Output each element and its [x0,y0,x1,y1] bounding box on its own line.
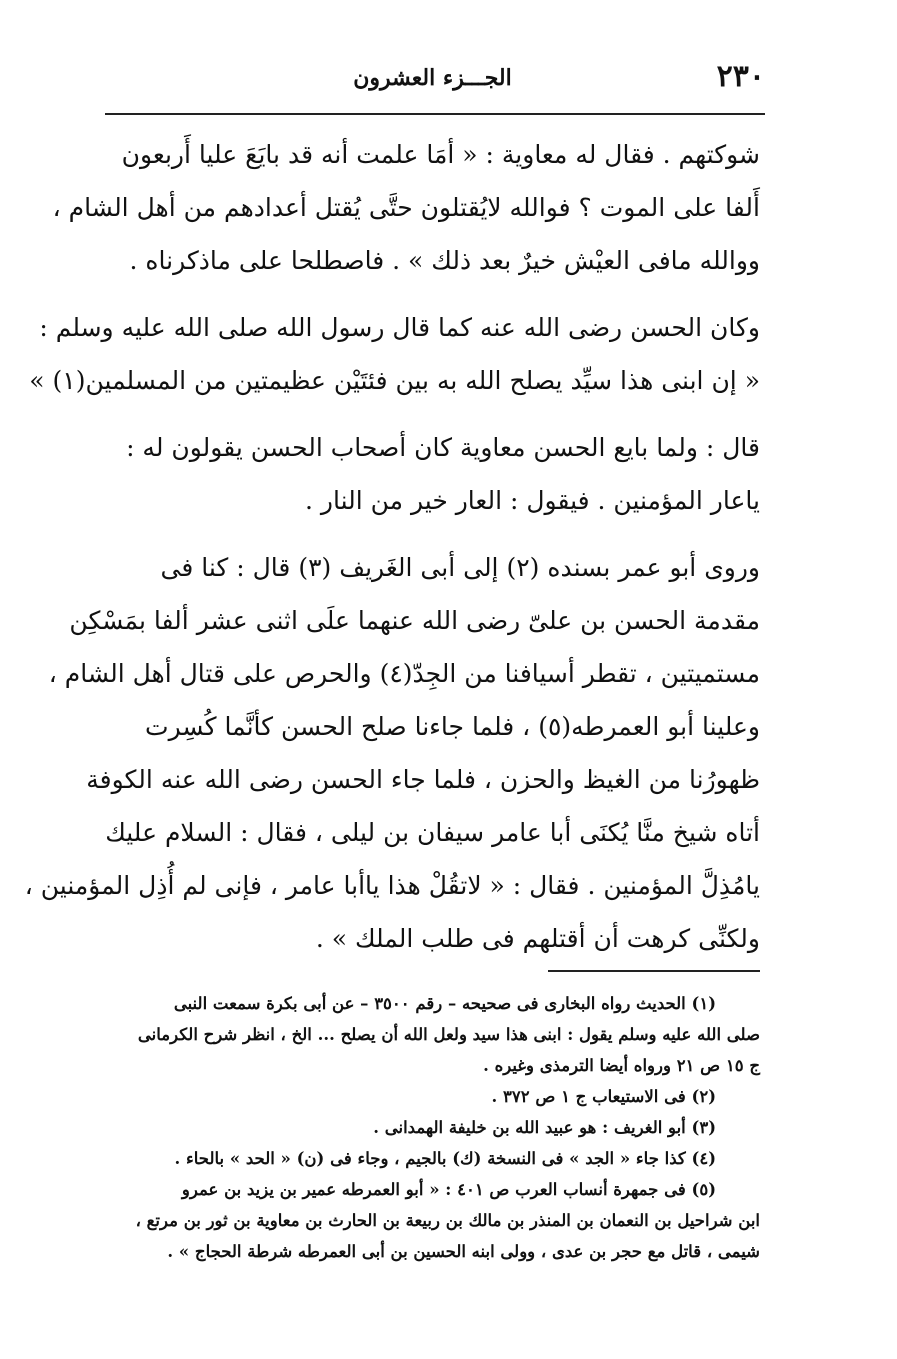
text-line: « إن ابنى هذا سيِّد يصلح الله به بين فئتَيْن عظيمتين من المسلمين(١) » [29,366,760,395]
text-line: أتاه شيخ منَّا يُكنَى أبا عامر سيفان بن ليلى ، فقال : السلام عليك [105,818,760,847]
header-divider [105,113,765,115]
text-line: مستميتين ، تقطر أسيافنا من الجِدّ(٤) والحرص على قتال أهل الشام ، [48,659,760,688]
paragraph [29,301,760,407]
footnote-line: صلى الله عليه وسلم يقول : ابنى هذا سيد ولعل الله أن يصلح ... الخ ، انظر شرح الكرمانى [137,1025,760,1044]
text-line: مقدمة الحسن بن علىّ رضى الله عنهما علَى اثنى عشر ألفا بمَسْكِن [69,606,760,635]
text-line: وكان الحسن رضى الله عنه كما قال رسول الله صلى الله عليه وسلم : [39,313,760,342]
footnote-line: شيمى ، قاتل مع حجر بن عدى ، وولى ابنه الحسين بن أبى العمرطه شرطة الحجاج » . [167,1242,760,1261]
text-line: وعلينا أبو العمرطه(٥) ، فلما جاءنا صلح الحسن كأنَّما كُسِرت [145,712,760,741]
running-title: الجـــزء العشرون [353,65,512,91]
text-line: ياعار المؤمنين . فيقول : العار خير من النار . [304,486,760,515]
footnote-line: (٣) أبو الغريف : هو عبيد الله بن خليفة الهمدانى . [373,1118,716,1137]
text-line: شوكتهم . فقال له معاوية : « أمَا علمت أنه قد بايَعَ عليا أَربعون [121,140,760,169]
text-line: يامُذِلَّ المؤمنين . فقال : « لاتقُلْ هذا ياأبا عامر ، فإنى لم أُذِل المؤمنين ، [24,871,760,900]
text-line: ظهورُنا من الغيظ والحزن ، فلما جاء الحسن رضى الله عنه الكوفة [86,765,760,794]
text-line: قال : ولما بايع الحسن معاوية كان أصحاب الحسن يقولون له : [126,433,760,462]
footnote-line: ابن شراحيل بن النعمان بن المنذر بن مالك بن ربيعة بن الحارث بن معاوية بن ثور بن مرتع ، [135,1211,760,1230]
page-number: ٢٣٠ [716,59,765,94]
footnote-line: (٢) فى الاستيعاب ج ١ ص ٣٧٢ . [491,1087,716,1106]
text-line: وروى أبو عمر بسنده (٢) إلى أبى الغَريف (٣) قال : كنا فى [160,553,760,582]
footnote-line: (٥) فى جمهرة أنساب العرب ص ٤٠١ : « أبو العمرطه عمير بن يزيد بن عمرو [181,1180,716,1199]
footnotes [110,988,760,1267]
paragraph [52,128,760,287]
page-header [100,58,765,98]
main-text [24,128,760,965]
text-line: ووالله مافى العيْش خيرٌ بعد ذلك » . فاصطلحا على ماذكرناه . [129,246,760,275]
paragraph [24,541,760,965]
footnote-divider [548,970,760,972]
text-line: ولكنِّى كرهت أن أقتلهم فى طلب الملك » . [315,924,760,953]
footnote-line: ج ١٥ ص ٢١ ورواه أيضا الترمذى وغيره . [483,1056,760,1075]
footnote-line: (١) الحديث رواه البخارى فى صحيحه – رقم ٣٥٠٠ – عن أبى بكرة سمعت النبى [173,994,716,1013]
paragraph [110,421,760,527]
text-line: أَلفا على الموت ؟ فوالله لايُقتلون حتَّى يُقتل أعدادهم من أهل الشام ، [52,193,760,222]
footnote-line: (٤) كذا جاء « الجد » فى النسخة (ك) بالجيم ، وجاء فى (ن) « الحد » بالحاء . [174,1149,716,1168]
